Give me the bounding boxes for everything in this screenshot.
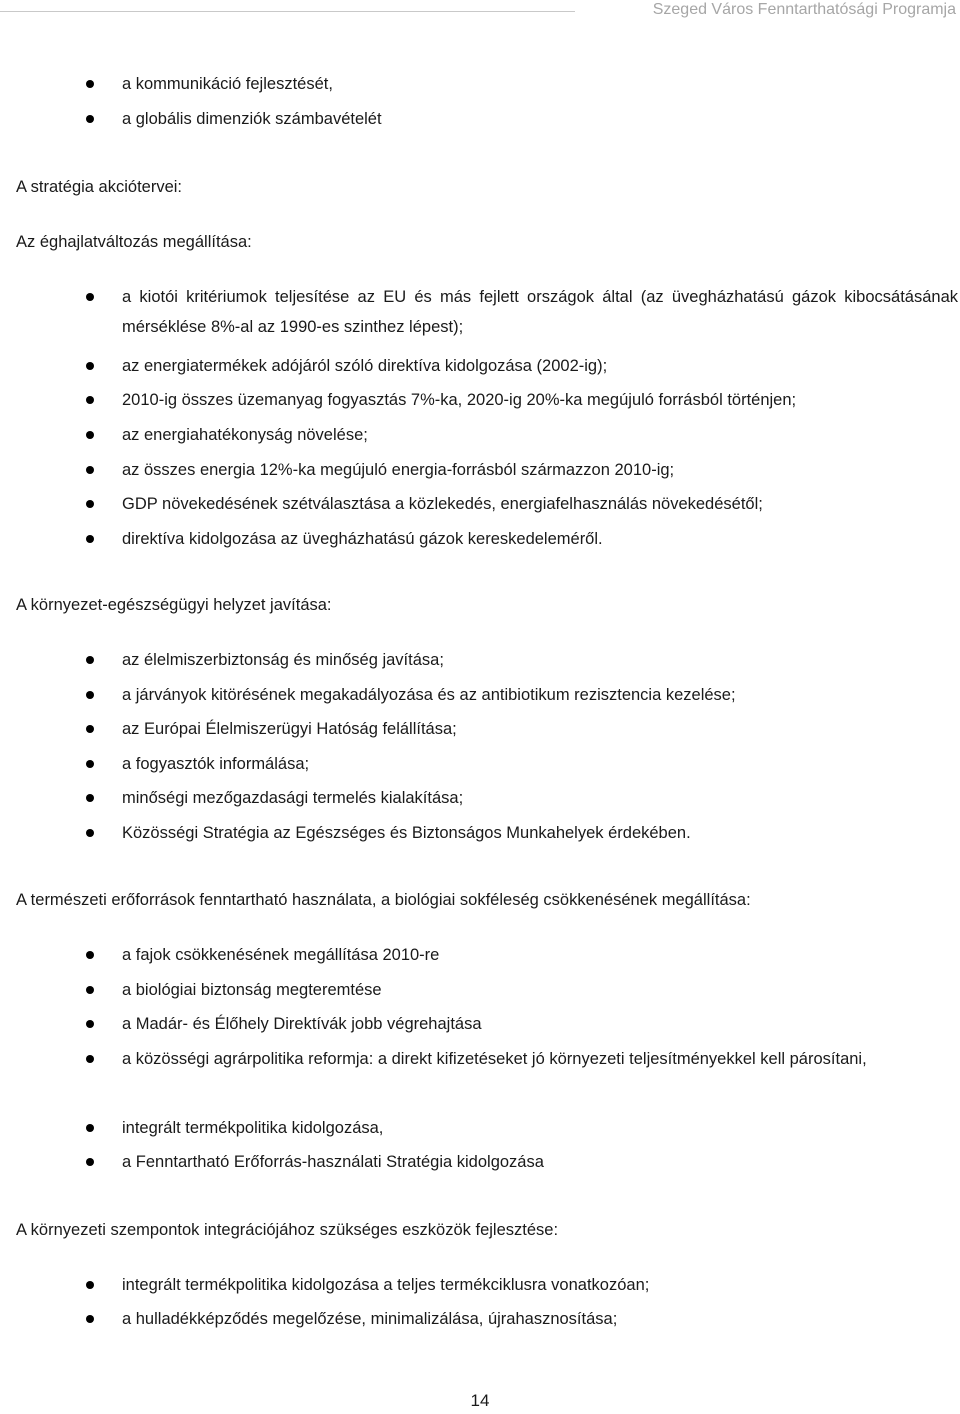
bullet-icon	[86, 362, 94, 370]
list-item: Közösségi Stratégia az Egészséges és Biztonságos Munkahelyek érdekében.	[122, 818, 958, 848]
bullet-icon	[86, 1124, 94, 1132]
list-item: az energiahatékonyság növelése;	[122, 420, 958, 450]
list-item: a közösségi agrárpolitika reformja: a direkt kifizetéseket jó környezeti teljesítményekkel kell párosítani,	[122, 1044, 958, 1074]
bullet-icon	[86, 1158, 94, 1166]
page-number: 14	[470, 1391, 490, 1410]
list-item: az összes energia 12%-ka megújuló energia-forrásból származzon 2010-ig;	[122, 455, 958, 485]
list-item: az Európai Élelmiszerügyi Hatóság felállítása;	[122, 714, 958, 744]
list-item: az élelmiszerbiztonság és minőség javítása;	[122, 645, 958, 675]
header-rule	[0, 11, 575, 12]
list-item: a hulladékképződés megelőzése, minimalizálása, újrahasznosítása;	[122, 1304, 958, 1334]
list-item: integrált termékpolitika kidolgozása,	[122, 1113, 958, 1143]
bullet-icon	[86, 1281, 94, 1289]
list-item: a kiotói kritériumok teljesítése az EU és más fejlett országok által (az üvegházhatású gázok kibocsátásának mérséklése 8%-al az 1990-es szinthez lépest);	[122, 282, 958, 342]
section-heading-integration: A környezeti szempontok integrációjához szükséges eszközök fejlesztése:	[16, 1221, 559, 1239]
section-heading-climate: Az éghajlatváltozás megállítása:	[16, 233, 252, 251]
bullet-icon	[86, 725, 94, 733]
list-item: az energiatermékek adójáról szóló direktíva kidolgozása (2002-ig);	[122, 351, 958, 381]
bullet-icon	[86, 760, 94, 768]
bullet-icon	[86, 1020, 94, 1028]
section-heading-health: A környezet-egészségügyi helyzet javítása:	[16, 596, 332, 614]
bullet-icon	[86, 951, 94, 959]
section-heading-resources: A természeti erőforrások fenntartható használata, a biológiai sokféleség csökkenésének megállítása:	[16, 891, 751, 909]
bullet-icon	[86, 500, 94, 508]
bullet-icon	[86, 1315, 94, 1323]
list-item: 2010-ig összes üzemanyag fogyasztás 7%-ka, 2020-ig 20%-ka megújuló forrásból történjen;	[122, 385, 958, 415]
bullet-icon	[86, 293, 94, 301]
bullet-icon	[86, 396, 94, 404]
list-item: minőségi mezőgazdasági termelés kialakítása;	[122, 783, 958, 813]
bullet-icon	[86, 1055, 94, 1063]
bullet-icon	[86, 115, 94, 123]
bullet-icon	[86, 466, 94, 474]
list-item: a fajok csökkenésének megállítása 2010-re	[122, 940, 958, 970]
list-item: a globális dimenziók számbavételét	[122, 104, 958, 134]
bullet-icon	[86, 794, 94, 802]
list-item: a kommunikáció fejlesztését,	[122, 69, 958, 99]
list-item: a fogyasztók informálása;	[122, 749, 958, 779]
list-item: integrált termékpolitika kidolgozása a teljes termékciklusra vonatkozóan;	[122, 1270, 958, 1300]
list-item: GDP növekedésének szétválasztása a közlekedés, energiafelhasználás növekedésétől;	[122, 489, 958, 519]
bullet-icon	[86, 829, 94, 837]
header-title: Szeged Város Fenntarthatósági Programja	[652, 1, 956, 18]
bullet-icon	[86, 431, 94, 439]
list-item: direktíva kidolgozása az üvegházhatású gázok kereskedeleméről.	[122, 524, 958, 554]
bullet-icon	[86, 535, 94, 543]
list-item: a Madár- és Élőhely Direktívák jobb végrehajtása	[122, 1009, 958, 1039]
list-item: a járványok kitörésének megakadályozása és az antibiotikum rezisztencia kezelése;	[122, 680, 958, 710]
bullet-icon	[86, 986, 94, 994]
bullet-icon	[86, 656, 94, 664]
list-item: a Fenntartható Erőforrás-használati Stratégia kidolgozása	[122, 1147, 958, 1177]
bullet-icon	[86, 691, 94, 699]
bullet-icon	[86, 80, 94, 88]
actions-heading: A stratégia akciótervei:	[16, 178, 182, 196]
list-item: a biológiai biztonság megteremtése	[122, 975, 958, 1005]
